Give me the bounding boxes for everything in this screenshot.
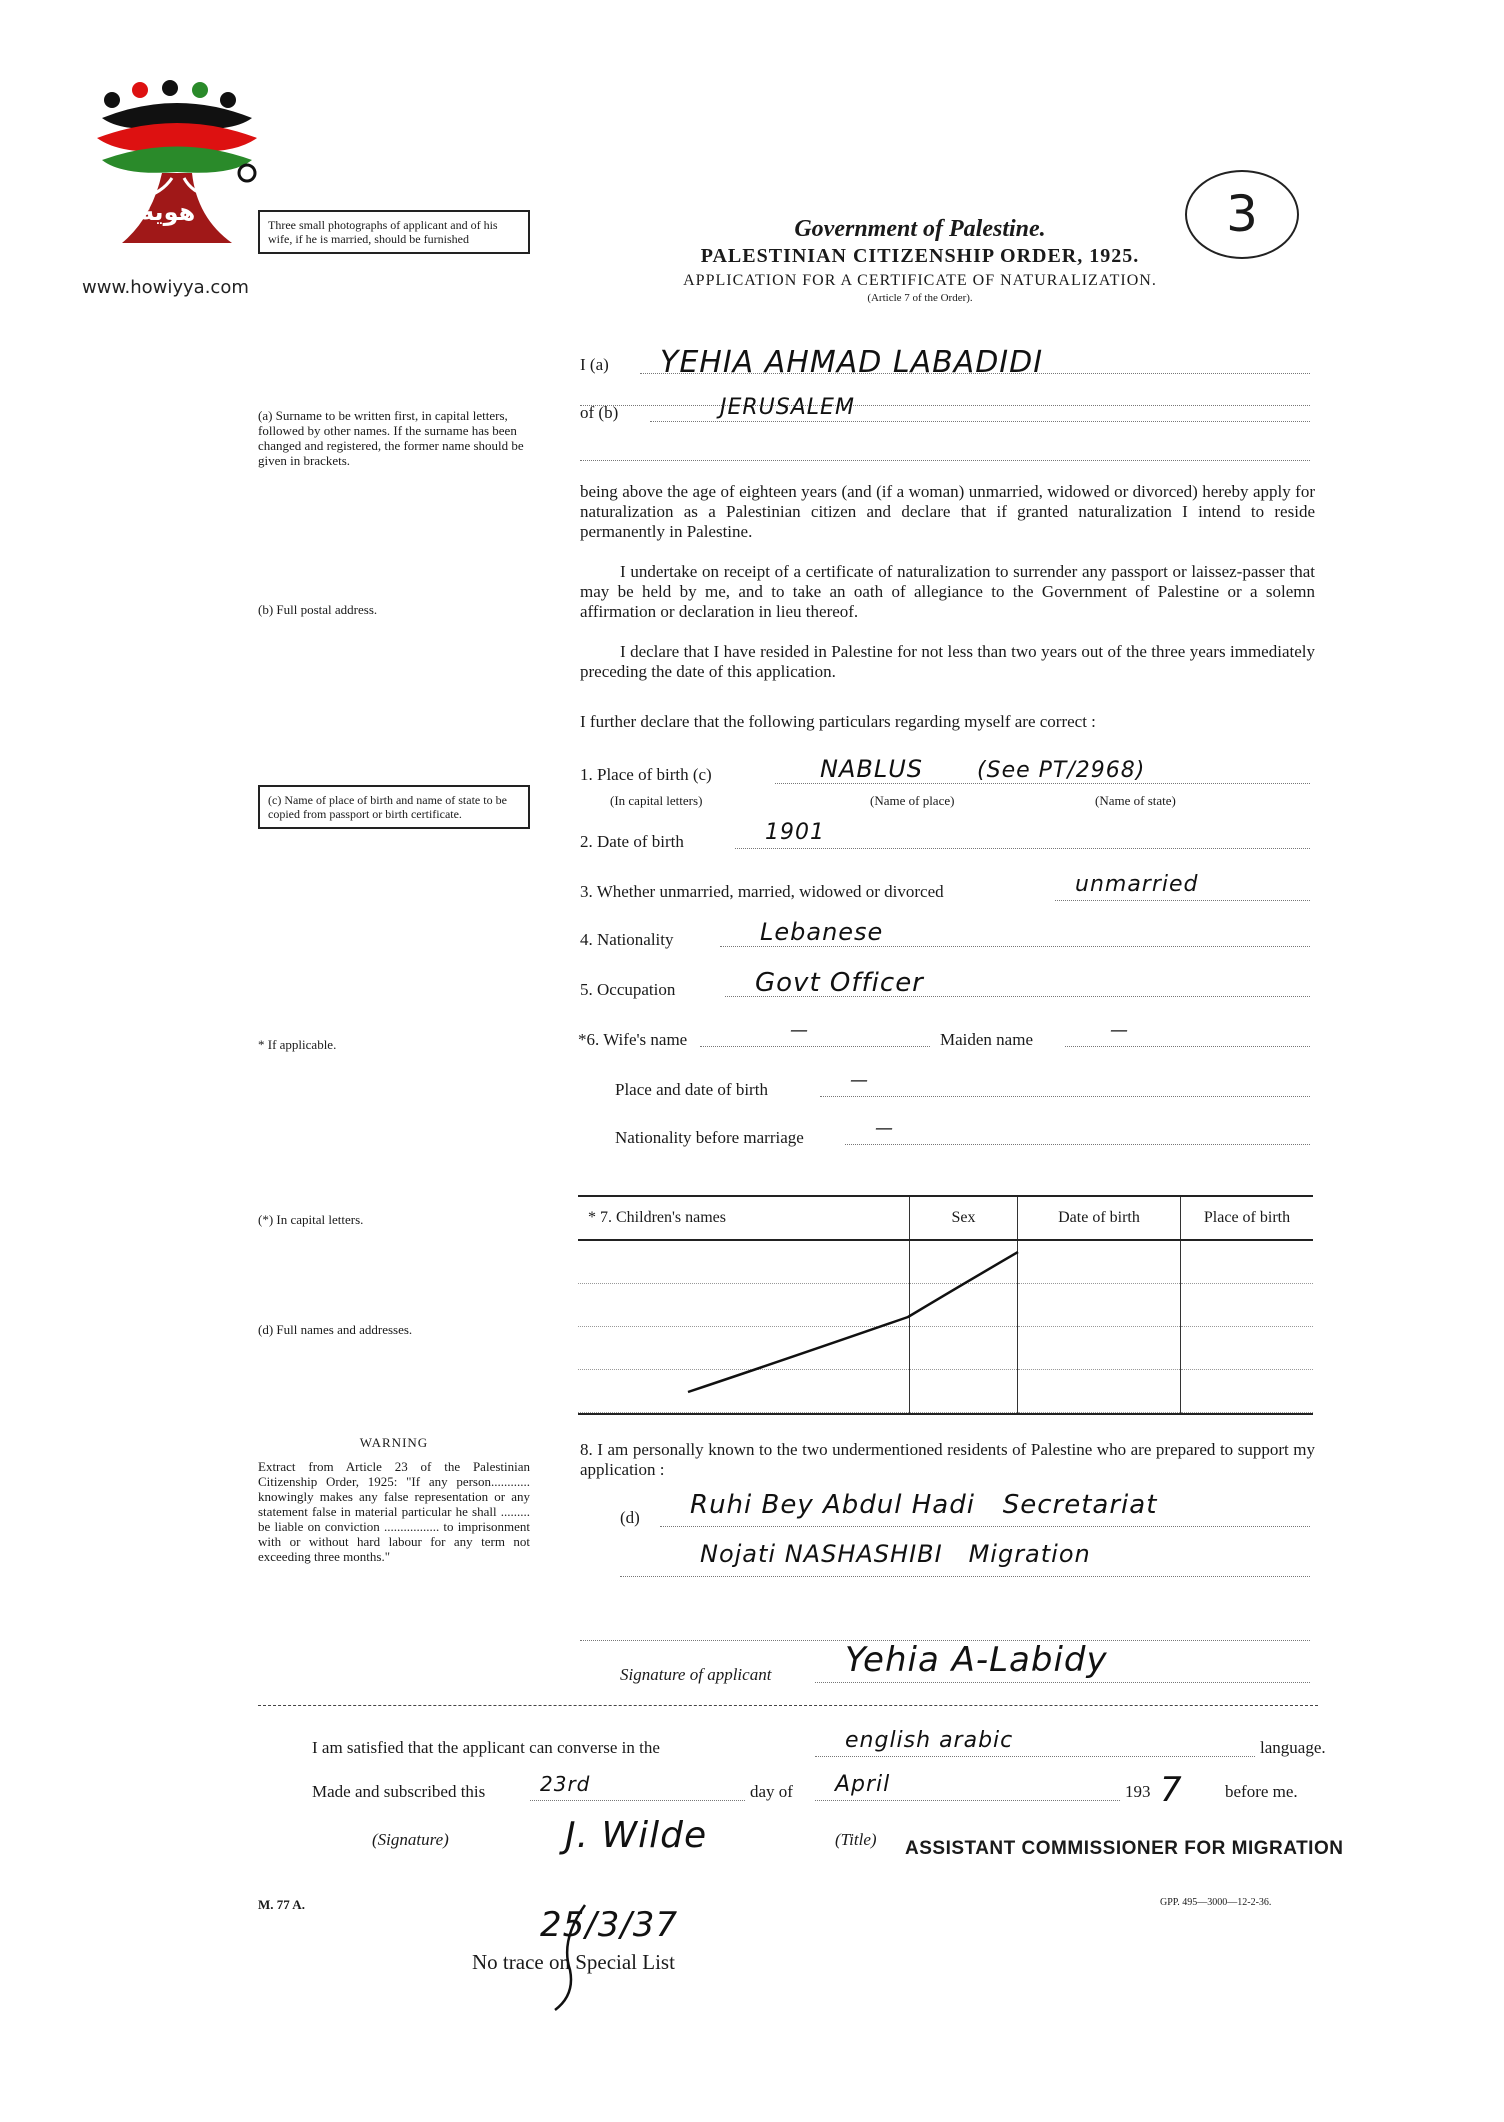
day-value: 23rd	[540, 1772, 591, 1796]
referee-line-1	[660, 1490, 1310, 1527]
label-of: of (b)	[580, 403, 619, 422]
logo-arabic-text: هوية	[140, 198, 196, 226]
official-signature: J. Wilde	[565, 1815, 708, 1856]
paragraph-3: I declare that I have resided in Palestine for not less than two years out of the three years immediately preceding the date of this application.	[580, 642, 1315, 681]
referee-line-3	[580, 1590, 1310, 1641]
nationality-line	[720, 918, 1310, 947]
photo-note-text: Three small photographs of applicant and of his wife, if he is married, should be furnished	[268, 218, 498, 246]
children-table-wrap	[578, 1195, 1313, 1415]
before-me: before me.	[1225, 1782, 1298, 1801]
tree-logo-icon	[82, 78, 272, 278]
note-if-applicable: * If applicable.	[258, 1037, 337, 1052]
note-c-box	[258, 785, 530, 829]
occupation-value: Govt Officer	[755, 968, 924, 998]
sub-place: (Name of place)	[870, 793, 955, 808]
address-line-2	[580, 440, 1310, 461]
wife-birth-label: Place and date of birth	[615, 1080, 768, 1099]
marital-line	[1055, 872, 1310, 901]
name-line	[640, 345, 1310, 380]
applicant-address: JERUSALEM	[720, 395, 855, 420]
language-value: english arabic	[845, 1728, 1014, 1753]
dob-value: 1901	[765, 820, 825, 845]
header-application: APPLICATION FOR A CERTIFICATE OF NATURALIZATION.	[683, 272, 1157, 289]
paragraph-2: I undertake on receipt of a certificate of naturalization to surrender any passport or laissez-passer that may be held by me, and to take an oath of allegiance to the Government of Palestine or a solemn affirmation or declaration in lieu thereof.	[580, 562, 1315, 621]
marital-value: unmarried	[1075, 872, 1199, 897]
site-url: www.howiyya.com	[82, 277, 249, 298]
item8-text: 8. I am personally known to the two undermentioned residents of Palestine who are prepared to support my application :	[580, 1440, 1315, 1479]
applicant-signature-line	[815, 1640, 1310, 1683]
photo-note-box	[258, 210, 530, 254]
occupation-label: 5. Occupation	[580, 980, 676, 999]
nationality-label: 4. Nationality	[580, 930, 674, 949]
referee-1: Ruhi Bey Abdul Hadi Secretariat	[690, 1490, 1158, 1520]
occupation-line	[725, 968, 1310, 997]
note-a: (a) Surname to be written first, in capital letters, followed by other names. If the surname has been changed and registered, the former name should be given in brackets.	[258, 408, 524, 468]
note-b: (b) Full postal address.	[258, 602, 378, 617]
paragraph-4: I further declare that the following particulars regarding myself are correct :	[580, 712, 1096, 731]
applicant-signature: Yehia A-Labidy	[845, 1640, 1108, 1680]
cancel-stroke-mark	[578, 1197, 1313, 1407]
col-date-of-birth: Date of birth	[1018, 1197, 1181, 1240]
applicant-name: YEHIA AHMAD LABADIDI	[660, 345, 1044, 380]
warning-title: WARNING	[359, 1435, 429, 1450]
month-value: April	[835, 1772, 891, 1797]
day-label: day of	[750, 1782, 793, 1801]
day-line	[530, 1772, 745, 1801]
site-logo	[82, 78, 272, 278]
wife-nationality-line	[845, 1118, 1310, 1145]
maiden-line	[1065, 1020, 1310, 1047]
maiden-value: —	[1110, 1020, 1129, 1041]
language-label: language.	[1260, 1738, 1326, 1757]
satisfied-text: I am satisfied that the applicant can converse in the	[312, 1738, 660, 1757]
paragraph-1: being above the age of eighteen years (and (if a woman) unmarried, widowed or divorced) hereby apply for naturalization as a Palestinian citizen and declare that if granted naturalization I intend to reside permanently in Palestine.	[580, 482, 1315, 541]
dob-line	[735, 820, 1310, 849]
header-order: PALESTINIAN CITIZENSHIP ORDER, 1925.	[700, 245, 1140, 267]
year-value: 7	[1160, 1770, 1183, 1810]
page-number: 3	[1226, 185, 1258, 243]
language-line	[815, 1728, 1255, 1757]
sub-capital: (In capital letters)	[610, 793, 703, 808]
referee-2: Nojati NASHASHIBI Migration	[700, 1540, 1091, 1568]
referee-line-2	[620, 1540, 1310, 1577]
birth-place-label: 1. Place of birth (c)	[580, 765, 712, 784]
note-c: (c) Name of place of birth and name of state to be copied from passport or birth certificate.	[268, 793, 507, 821]
maiden-label: Maiden name	[940, 1030, 1033, 1049]
nationality-value: Lebanese	[760, 918, 884, 946]
header-article: (Article 7 of the Order).	[867, 292, 973, 304]
print-code: GPP. 495—3000—12-2-36.	[1160, 1897, 1272, 1908]
applicant-signature-label: Signature of applicant	[620, 1665, 772, 1684]
title-label: (Title)	[835, 1830, 877, 1849]
year-prefix: 193	[1125, 1782, 1151, 1801]
form-header	[570, 216, 1270, 304]
note-capital: (*) In capital letters.	[258, 1212, 364, 1227]
stamp-date: 25/3/37	[540, 1905, 679, 1945]
made-label: Made and subscribed this	[312, 1782, 486, 1801]
wife-value: —	[790, 1020, 809, 1041]
col-place-of-birth: Place of birth	[1181, 1197, 1314, 1240]
warning-text: Extract from Article 23 of the Palestinian Citizenship Order, 1925: "If any person............ knowingly makes any false representation or any statement false in material particular he shall ......... be liable on conviction ................. to imprisonment with or without hard labour for any term not exceeding three months."	[258, 1459, 530, 1564]
official-signature-label: (Signature)	[372, 1830, 449, 1849]
header-government: Government of Palestine.	[794, 216, 1046, 242]
month-line	[815, 1772, 1120, 1801]
section-separator	[258, 1705, 1318, 1706]
stamp-flourish-mark	[540, 1900, 620, 2020]
wife-nationality-label: Nationality before marriage	[615, 1128, 804, 1147]
form-code: M. 77 A.	[258, 1897, 305, 1912]
birth-place-ref: (See PT/2968)	[977, 758, 1146, 783]
note-d: (d) Full names and addresses.	[258, 1322, 413, 1337]
wife-nationality-value: —	[875, 1118, 894, 1139]
official-title: ASSISTANT COMMISSIONER FOR MIGRATION	[905, 1838, 1344, 1859]
dob-label: 2. Date of birth	[580, 832, 684, 851]
warning-block	[258, 1435, 530, 1564]
sub-state: (Name of state)	[1095, 793, 1176, 808]
birth-place-value: NABLUS	[820, 755, 924, 783]
wife-line	[700, 1020, 930, 1047]
marital-label: 3. Whether unmarried, married, widowed or divorced	[580, 882, 944, 901]
wife-label: *6. Wife's name	[578, 1030, 688, 1049]
col-sex: Sex	[910, 1197, 1018, 1240]
birth-place-line	[775, 755, 1310, 784]
wife-birth-line	[820, 1070, 1310, 1097]
trace-note: No trace on Special List	[472, 1950, 675, 1974]
wife-birth-value: —	[850, 1070, 869, 1091]
address-line	[650, 395, 1310, 422]
item8-label-d: (d)	[620, 1508, 640, 1527]
label-i: I (a)	[580, 355, 609, 374]
col-children-names: * 7. Children's names	[578, 1197, 910, 1240]
